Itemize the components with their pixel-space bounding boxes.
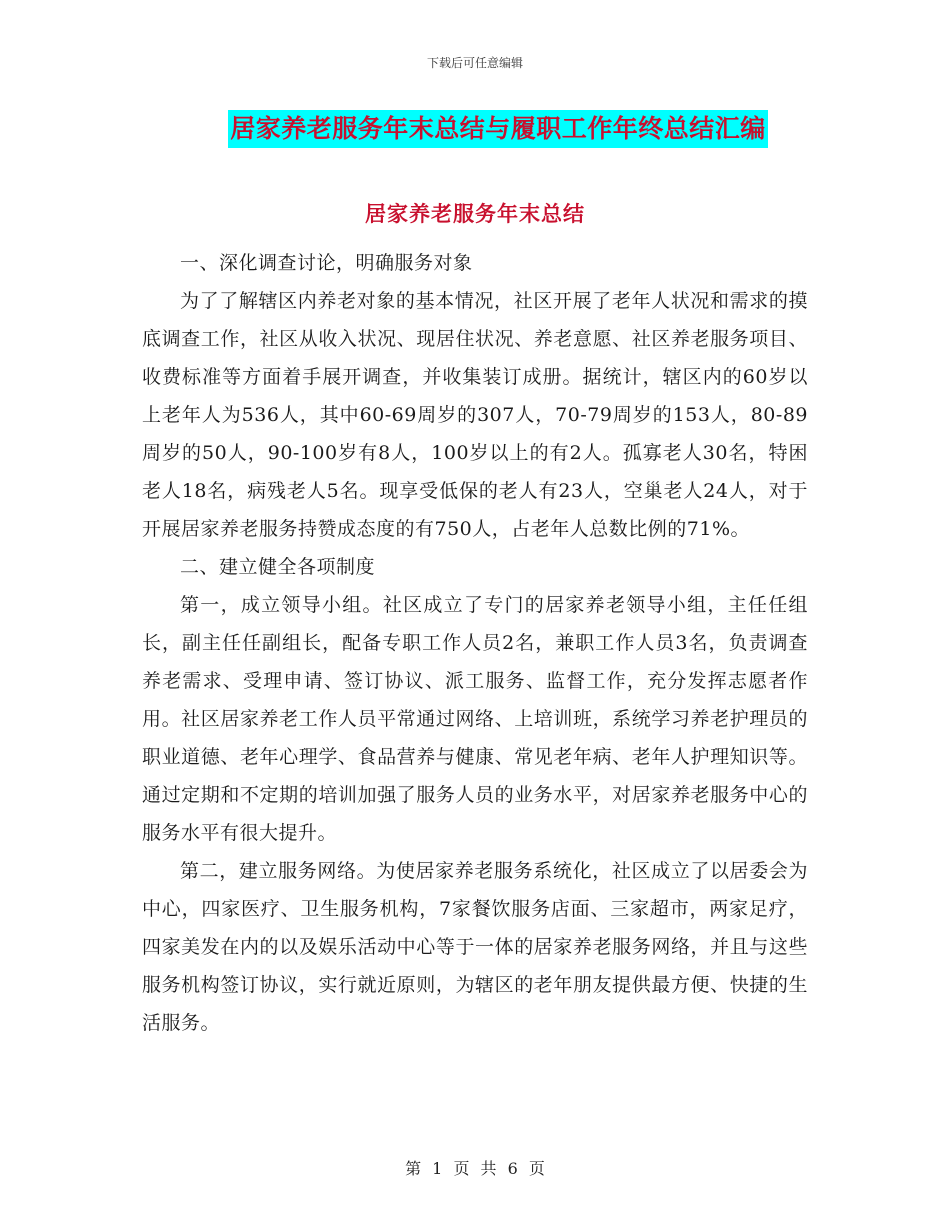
page-number: 第 1 页 共 6 页: [405, 1159, 545, 1178]
document-body: [142, 244, 808, 1042]
paragraph-service-network: 第二，建立服务网络。为使居家养老服务系统化，社区成立了以居委会为中心，四家医疗、卫生服务机构，7家餐饮服务店面、三家超市，两家足疗，四家美发在内的以及娱乐活动中心等于一体的居家养老服务网络，并且与这些服务机构签订协议，实行就近原则，为辖区的老年朋友提供最方便、快捷的生活服务。: [142, 860, 808, 1034]
paragraph-leadership-group: 第一，成立领导小组。社区成立了专门的居家养老领导小组，主任任组长，副主任任副组长，配备专职工作人员2名，兼职工作人员3名，负责调查养老需求、受理申请、签订协议、派工服务、监督工作，充分发挥志愿者作用。社区居家养老工作人员平常通过网络、上培训班，系统学习养老护理员的职业道德、老年心理学、食品营养与健康、常见老年病、老年人护理知识等。通过定期和不定期的培训加强了服务人员的业务水平，对居家养老服务中心的服务水平有很大提升。: [142, 594, 808, 844]
heading-investigation: 一、深化调查讨论，明确服务对象: [180, 252, 473, 274]
page-header-note: 下载后可任意编辑: [426, 56, 523, 70]
paragraph-survey: 为了了解辖区内养老对象的基本情况，社区开展了老年人状况和需求的摸底调查工作，社区从收入状况、现居住状况、养老意愿、社区养老服务项目、收费标准等方面着手展开调查，并收集装订成册。据统计，辖区内的60岁以上老年人为536人，其中60-69周岁的307人，70-79周岁的153人，80-89周岁的50人，90-100岁有8人，100岁以上的有2人。孤寡老人30名，特困老人18名，病残老人5名。现享受低保的老人有23人，空巢老人24人，对于开展居家养老服务持赞成态度的有750人，占老年人总数比例的71%。: [142, 290, 808, 540]
document-title: 居家养老服务年末总结与履职工作年终总结汇编: [228, 110, 768, 148]
heading-systems: 二、建立健全各项制度: [180, 556, 376, 578]
section-title: 居家养老服务年末总结: [365, 201, 585, 226]
document-title-container: [0, 110, 950, 148]
